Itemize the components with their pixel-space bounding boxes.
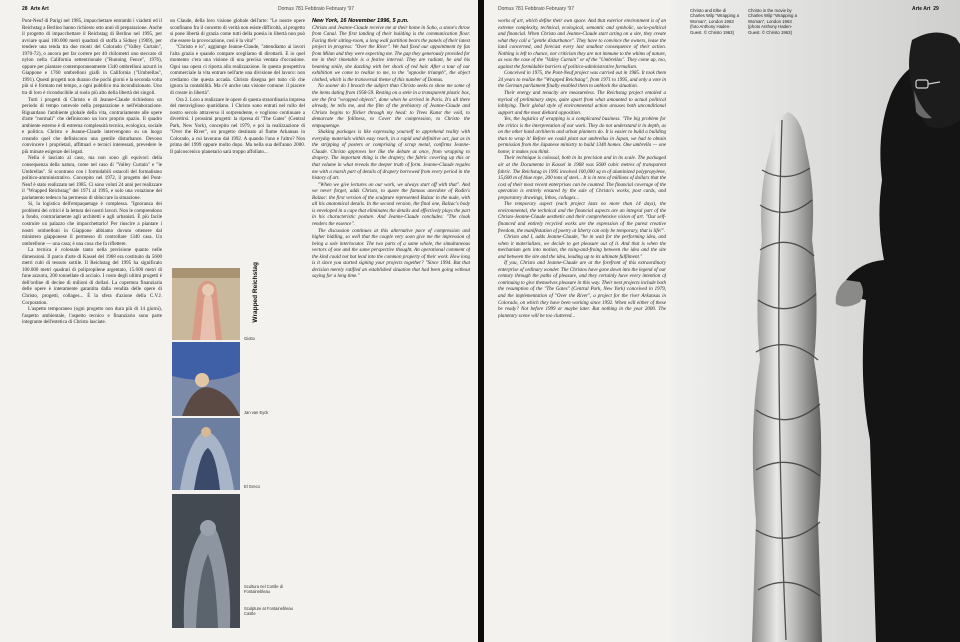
folio: 29 (933, 6, 939, 12)
image-caption: Jan van Eyck (244, 410, 269, 415)
paragraph: L'aspetto temporaneo (ogni progetto non dura più di 14 giorni), l'aspetto ambientale, l'aspetto tecnico e finanziario sono parte integrante dell'estetica di Christo lasciate. (22, 306, 162, 326)
issue-label: Domus 781 Febbraio February '97 (278, 6, 354, 12)
right-page (484, 0, 960, 642)
photo-caption-english: Christo in the movie by Charles Wilp "Wrapping a Woman", London 1963 (photo Anthony Haden-Guest. © Christo 1963) (748, 8, 797, 35)
paragraph: Ora 2. Loro a realizzare le opere di questa straordinaria impresa del meraviglioso quotidiano. I Christo sono entrati nel rullo del nostro secolo attraverso il sorprendente, e vogliono continuare a divertirsi. I prossimi progetti: la ripresa di "The Gates" (Central Park, New York), concepito nel 1979, e poi la realizzazione di "Over the River", un progetto destinato al fiume Arkansas in Colorado, a cui lavorano dal 1992. A quando l'uno e l'altro? Non prima del 1999 oppure molto dopo. Ma nella sua dell'anno 2000. Il palcoscenico planetario sarà troppo affollato... (170, 96, 305, 155)
artwork-image-giotto (172, 268, 240, 340)
wrapped-woman-photo (670, 0, 960, 642)
dateline: New York, 16 November 1996, 5 p.m. (312, 18, 409, 24)
artwork-image-van-eyck (172, 342, 240, 416)
artwork-image-fontainebleau (172, 494, 240, 628)
paragraph: Nella è lasciato al caso, ma non sono gli equivoci della consequenza della natura, come nel caso di "Valley Curtain" e "le Umbrellas". Si scontrano con i formidabili ostacoli del formalismo politico-amministrativo. Concepito nel 1972, il progetto del Pont-Neuf è stato realizzato nel 1985. Ci sono voluti 24 anni per realizzare il "Wrapped Reichstag" del 1971 al 1995, e solo una votazione del parlamento tedesco ha permesso di sbloccare la situazione. (22, 155, 162, 201)
section-label: Arte Art (912, 6, 931, 12)
paragraph: Their energy and tenacity are measureless. The Reichstag project entailed a myriad of preliminary steps, quite apart from what amounted to actual political lobbying. Their global style of environmental action arouses both unconditional support and the most diehard opposition. (498, 90, 666, 116)
paragraph: If you, Christo and Jeanne-Claude are at the forefront of this extraordinary enterprise of ordinary wonder. The Christos have gone down into the legend of our century through the paths of pleasure, and they certainly have every intention of continuing to give themselves pleasure in this way. Their next projects include both the resumption of the "The Gates" (Central Park, New York) conceived in 1979, and the implementation of "Over the River", a project for the river Arkansas in Colorado, on which they have been working since 1992. When will either of these be ready? Not before 1999 or maybe later. But nothing in the year 2000. The planetary scene will be too cluttered... (498, 260, 666, 319)
paragraph: La tecnica è colossale tanto nella precisione quanto nelle dimensioni. Il parco d'arte di Kassel del 1968 era costituito da 5600 metri cubi di tessuto sottile. Il Reichstag del 1995 ha significato 100.000 metri quadrati di polipropilene argentato, 15.600 metri di fune azzurra, 200 tonnellate di acciaio. I costo degli ultimi progetti è dell'ordine di decine di milioni di dollari. La copertura finanziaria delle opere è interamente garantita dalla vendita delle opere di Christo, progetti, collages... È la sfera d'azione della C.V.J. Corporation. (22, 247, 162, 306)
paragraph: No sooner do I broach the subject than Christo seeks to show me some of the items dating from 1958-59. Resting on a stele in a transparent plastic box, are the first "wrapped objects", done when he arrived in Paris. It's all there already, he tells me, and the film of the prehistory of Jeanne-Claude and Christo begins to flicker through my head: to Trees Kunst the void, to demarcate the folliness, to Cover the compression, to Christo the empaquetage. (312, 83, 470, 129)
paragraph: Christo and I, adds Jeanne-Claude, "he in wait for the performing idea, and when it materializes, we decide to get pleasure out of it. And that is when the mechanism gets into motion, the toing-and-froing between the idea and the site and between the site and the idea, leading up to its ultimate fulfilment." (498, 234, 666, 260)
paragraph: The discussion continues at this alternative pace of compression and higher bidding, so well that the couple very soon give me the impression of being a sole interlocutor. The two parts of a same whole, the simultaneous vectors of one and the same perspective thought. An operational comment of the kind could not but lead into the common property of their work. How long is it since you started signing your projects together? "Since 1994. But that decision merely ratified an established situation that had been going without saying for a long time." (312, 227, 470, 280)
paragraph: "When we give lectures on our work, we always start off with that". And we never forget, adds Christo, to quote the famous anecdote of Rodin's Balzac: the first version of the sculpture represented Balzac in the nude, with all his anatomical details. In the second version, the final one, Balzac's body is enveloped in a cape that eliminates the details and effectively plays the part in his characteristic posture. And Jeanne-Claude concludes: "The cloak renders the essence". (312, 181, 470, 227)
paragraph: works of art, which define their own space. And that exterior environment is of an extreme complexity, technical, ecological, semantic and symbolic, socio-political and financial. When Christo and Jeanne-Claude start acting on a site, they create what they call a "gentle disturbance". They have to convince the owners, lease the land concerned, and forecast every last smallest consequence of their action. Nothing is left to chance, nor criticism they are not immune to the whims of nature, as was the case of the "Valley Curtain" or of the "Umbrellas". They come up, too, against the formidable barriers of politico-administrative formalism. (498, 18, 666, 70)
image-caption: Giotto (244, 336, 255, 341)
issue-label: Domus 781 Febbraio February '97 (498, 6, 574, 12)
text-column-english-2 (498, 18, 666, 638)
artwork-image-el-greco (172, 418, 240, 490)
paragraph: Pont-Neuf di Parigi nel 1985, impacchettare entrambi i viadotti ed il Reichstag a Berlino hanno richiesto otto anni di preparazione. Anche il progetto di impacchettare il Reichstag di Berlino nel 1995, per avviare quasi 100.000 metri quadrati di stoffa a Sidney (1969), per tendere una tenda tra due monti del Colorado ("Valley Curtain", 1970-72), o ancora per far correre per 40 chilometri uno steccato di nylon nella California settentrionale ("Running Fence", 1976), oppure per piantare contemporaneamente 1340 ombrelloni azzurri in Giappone e 1760 ombrelloni gialli in California ("Umbrellas", 1991). Questi progetti non durano che pochi giorni e la seconda volta più si è formato nel tempo, a ogni pubblico ma incondizionato. Uno tra di loro è riconducibile al ruolo più alto della libertà dei singoli. (22, 18, 162, 97)
paragraph: Si, la logistica dell'empaquetage è complessa. "Ignoranza dei problemi dei critici è la lettura dei nostri lavori. Non le comprendono a fondo, contrariamente agli architetti e agli urbanisti. È più facile costruire un palazzo che impacchettarlo! Per riuscire a piantare i nostri ombrelloni in Giappone abbiamo dovuto ottenere dal ministero giapponese il permesso di controllare 1340 casa. Un ombrellone — una casa; è una cosa che fa riflettere. (22, 201, 162, 247)
photo-caption-italian: Christo and Elke di Charles Wilp "Wrapping a Woman", London 1963 (foto Anthony Haden-Guest. © Christo 1963) (690, 8, 739, 35)
paragraph: Tutti i progetti di Christo e di Jeanne-Claude richiedono un periodo di tempo notevole nella preparazione e nell'elaborazione. Riguardano l'ambiente globale della vita, contrariamente alle opere d'arte "normali" che definiscono un loro proprio spazio. Il quadro ambiente esterno è di estrema complessità tecnica, ecologica, sociale e politica. Christo e Jeanne-Claude intervengono su un luogo creando quel che definiscono una gentile disturbance. Devono convincere i proprietari, affittuari e tecnici interessati, prevedere le più minute esigenze dei legati. (22, 96, 162, 155)
vertical-title: Wrapped Reichstag (252, 262, 259, 323)
image-caption: Scultura nel Cortile di Fontainebleau (244, 584, 283, 595)
running-head-left (22, 6, 49, 12)
paragraph: The temporary aspect (each project lasts no more than 14 days), the environmental, the technical and the financial aspects are an integral part of the Christo-Jeanne-Claude aesthetic and their comprehensive vision of art. "Our self-financed and entirely recycled works are the expression of the purest creative freedom, the manifestation of poetry at liberty can only be temporary, that is life!". (498, 201, 666, 234)
paragraph: Conceived in 1975, the Pont-Neuf project was carried out in 1985. It took them 24 years to realize the "Wrapped Reichstag", from 1971 to 1995, and only a vote in the German parliament finally enabled them to unblock the situation. (498, 70, 666, 90)
running-head-right (912, 6, 939, 12)
paragraph: Christo and Jeanne-Claude receive me at their home in Soho, a stone's throw from Canal. The first landing of their building is the communication floor. Facing their sitting-room, a long wall partition bears the panels of their latest project in progress: "Over the River". We had fixed our appointment by fax from Milan and they were expecting me. The gap they generously provided for me in their timetable is a festive interval. They are radiant, he and his beaming smile, she dazzling with her shock of red hair. After a tour of our exhibition we come to realize to me, to the "opposite triumph", the object clothed, which is the transversal theme of this number of Domus. (312, 24, 470, 83)
text-column-italian-1 (22, 18, 162, 638)
left-page (0, 0, 478, 642)
text-column-english-1 (312, 18, 470, 638)
paragraph: un Claude, della loro visione globale dell'arte: "Le nostre opere sconfinano fra il concetto di verità non esiste difficoltà, al progetto si pone libertà di grazia come tutti della poesia in libertà non può che essere la provocazione, così è la vita!" (170, 18, 305, 44)
image-caption: El Greco (244, 484, 260, 489)
paragraph: "Christo e io", aggiunge Jeanne-Claude, "attendiamo ai lavori l'alta grazia e quando compare scegliamo di dirottarli. E io quel momento c'era una visione di una precisa ventata d'occasione. Ogni sua opera ci riporta alla realizzazione. In questa prospettiva commerciale la vita entrare nell'arte una divisione del lavoro: non crediamo che questa accada. Christo disegna per tutto ciò che ignora la contabilità. Ma c'è anche una visione comune: il piacere di creare in libertà". (170, 44, 305, 97)
folio: 28 (22, 6, 28, 12)
section-label: Arte Art (30, 6, 49, 12)
paragraph: Their technique is colossal, both in its precision and in its scale. The packaged air at the Documenta in Kassel in 1968 was 5600 cubic metres of transparent fabric. The Reichstag in 1995 involved 100,000 sq m of aluminized polypropylene, 15,600 m of blue rope, 200 tons of steel... It is in tens of millions of dollars that the cost of their most recent enterprises can be counted. The financial coverage of the operation is entirely ensured by the sale of Christo's works, post cards, and preparatory drawings, lithos, collages... (498, 155, 666, 201)
paragraph: Yes, the logistics of wrapping is a complicated business. "The big problem for the critics is the interpretation of our work. They do not understand it in depth, as on the other hand architects and urban planners do. It is easier to build a building than to wrap it! Before we could plant our umbrellas in Japan, we had to obtain permission from the Japanese ministry to build 1340 homes. One umbrella — one home; it makes you think. (498, 116, 666, 155)
image-caption: Sculpture at Fontainebleau Castle (244, 606, 293, 617)
paragraph: Shaking packages is like expressing yourself to apprehend reality with everyday materials within easy reach, in a rapid and definitive act, just as in the stripping of posters or comprising of scrap metal, confirms Jeanne-Claude. Christo approves her like the debate at once, from wrapping to drapery. The important thing is the drapery, the fabric covering up this or that volume in what reveals the deeper truth of form. Jeanne-Claude regales me with a marsh part of details of drapery borrowed from every period in the history of art. (312, 129, 470, 182)
text-column-italian-2 (170, 18, 305, 200)
